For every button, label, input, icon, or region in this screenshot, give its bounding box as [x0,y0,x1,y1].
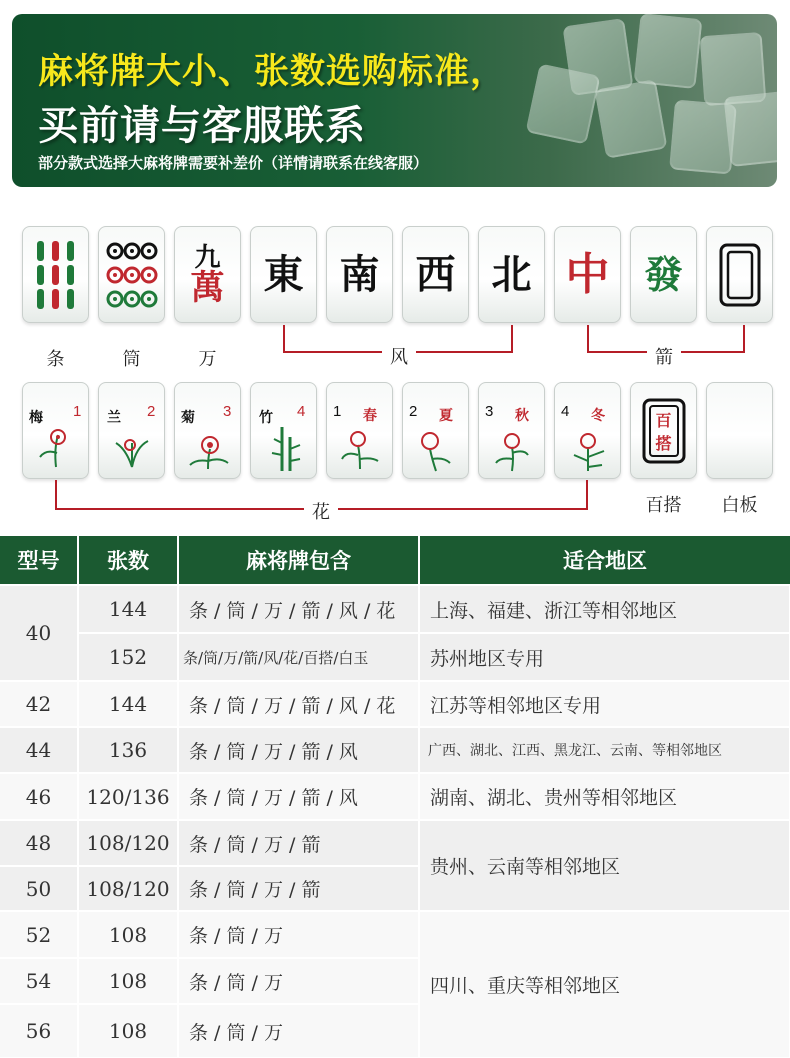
table-cell-contents: 条 / 筒 / 万 [179,912,419,958]
tile-bamboo [22,226,89,323]
winter-flower-icon [558,387,618,477]
tile-white-dragon [706,226,773,323]
table-cell-model: 56 [0,1005,78,1058]
banner-title-line2: 买前请与客服联系 [38,103,366,149]
tile-circles [98,226,165,323]
bamboo-sticks-icon [31,235,81,315]
table-cell-count: 120/136 [79,774,178,820]
baida-glyph-bottom: 搭 [655,433,672,453]
summer-flower-icon [406,387,466,477]
season-number: 1 [333,403,342,420]
tile-season-autumn [478,382,545,479]
tile-baiban [706,382,773,479]
table-cell-model: 54 [0,959,78,1004]
table-cell-count: 108/120 [79,821,178,866]
season-char: 秋 [515,408,529,424]
table-cell-region: 江苏等相邻地区专用 [420,682,790,727]
tile-south [326,226,393,323]
tile-glyph-east: 東 [263,250,304,298]
header-model: 型号 [0,536,77,584]
table-cell-region: 上海、福建、浙江等相邻地区 [420,586,790,633]
label-tiao: 条 [46,349,65,370]
label-baiban: 白板 [721,495,758,516]
background-tile [634,14,703,89]
table-cell-count: 144 [79,586,178,633]
size-table [0,536,790,1058]
tile-season-winter [554,382,621,479]
table-cell-count: 144 [79,682,178,727]
tile-glyph-north: 北 [491,250,532,298]
chrysanthemum-flower-icon [178,387,238,477]
label-baida: 百搭 [645,495,682,516]
table-cell-region: 湖南、湖北、贵州等相邻地区 [420,774,790,820]
flower-char: 竹 [259,410,273,426]
table-cell-model: 52 [0,912,78,958]
table-cell-contents: 条 / 筒 / 万 / 箭 [179,821,419,866]
autumn-flower-icon [482,387,542,477]
table-cell-count: 108 [79,912,178,958]
tile-flower-chrysanthemum [174,382,241,479]
table-cell-region: 贵州、云南等相邻地区 [420,821,790,911]
table-cell-count: 108/120 [79,867,178,911]
background-tile [724,91,777,167]
label-wan: 万 [198,349,217,370]
tile-glyph-west: 西 [415,250,456,298]
tile-glyph-wan: 萬 [190,267,225,308]
table-cell-contents: 条/筒/万/箭/风/花/百搭/白玉 [179,634,419,681]
orchid-flower-icon [102,387,162,477]
dragon-group-label: 箭 [647,343,681,369]
spring-flower-icon [330,387,390,477]
label-tong: 筒 [122,349,141,370]
banner-subtitle: 部分款式选择大麻将牌需要补差价（详情请联系在线客服） [38,154,429,172]
table-cell-model: 42 [0,682,78,727]
table-cell-contents: 条 / 筒 / 万 / 箭 [179,867,419,911]
season-char: 冬 [591,408,605,424]
table-cell-model: 44 [0,728,78,773]
table-cell-count: 108 [79,959,178,1004]
tile-glyph-fa: 發 [644,251,683,297]
tile-season-spring [326,382,393,479]
flower-group-label: 花 [304,498,338,524]
table-cell-contents: 条 / 筒 / 万 / 箭 / 风 [179,774,419,820]
tile-season-summer [402,382,469,479]
table-cell-region: 四川、重庆等相邻地区 [420,912,790,1058]
header-region: 适合地区 [420,536,790,584]
table-cell-model: 40 [0,586,78,681]
flower-number: 2 [147,403,156,420]
plum-flower-icon [26,387,86,477]
tile-glyph-zhong: 中 [565,248,610,300]
header-count: 张数 [79,536,177,584]
baida-glyph-top: 百 [655,410,672,430]
tile-glyph-south: 南 [339,250,380,298]
flower-char: 兰 [107,410,121,426]
background-tile [594,79,667,159]
promo-banner [12,14,777,187]
table-cell-count: 152 [79,634,178,681]
table-cell-contents: 条 / 筒 / 万 [179,1005,419,1058]
season-number: 2 [409,403,418,420]
tile-flower-plum [22,382,89,479]
flower-char: 菊 [181,410,195,426]
table-cell-contents: 条 / 筒 / 万 / 箭 / 风 / 花 [179,586,419,633]
table-cell-count: 136 [79,728,178,773]
season-char: 春 [363,408,377,424]
table-cell-model: 50 [0,867,78,911]
tile-east [250,226,317,323]
tile-flower-orchid [98,382,165,479]
flower-number: 4 [297,403,306,420]
table-cell-contents: 条 / 筒 / 万 / 箭 / 风 [179,728,419,773]
tile-glyph-jiu: 九 [194,242,221,273]
table-cell-count: 108 [79,1005,178,1058]
flower-number: 1 [73,403,82,420]
table-cell-region: 广西、湖北、江西、黑龙江、云南、等相邻地区 [420,728,790,773]
tile-red-dragon [554,226,621,323]
tile-north [478,226,545,323]
wind-group-label: 风 [382,343,416,369]
tile-flower-bamboo [250,382,317,479]
season-char: 夏 [439,408,453,424]
table-cell-model: 46 [0,774,78,820]
tile-west [402,226,469,323]
season-number: 3 [485,403,494,420]
circles-icon [105,235,159,315]
tile-green-dragon [630,226,697,323]
tile-characters [174,226,241,323]
table-cell-contents: 条 / 筒 / 万 [179,959,419,1004]
flower-number: 3 [223,403,232,420]
banner-title-line1: 麻将牌大小、张数选购标准， [38,52,507,92]
background-tile [525,63,600,144]
tile-baida [630,382,697,479]
table-cell-model: 48 [0,821,78,866]
table-cell-region: 苏州地区专用 [420,634,790,681]
bamboo-plant-icon [254,387,314,477]
season-number: 4 [561,403,570,420]
white-dragon-frame-icon [718,242,762,308]
header-contents: 麻将牌包含 [179,536,418,584]
flower-char: 梅 [29,410,43,426]
table-cell-contents: 条 / 筒 / 万 / 箭 / 风 / 花 [179,682,419,727]
